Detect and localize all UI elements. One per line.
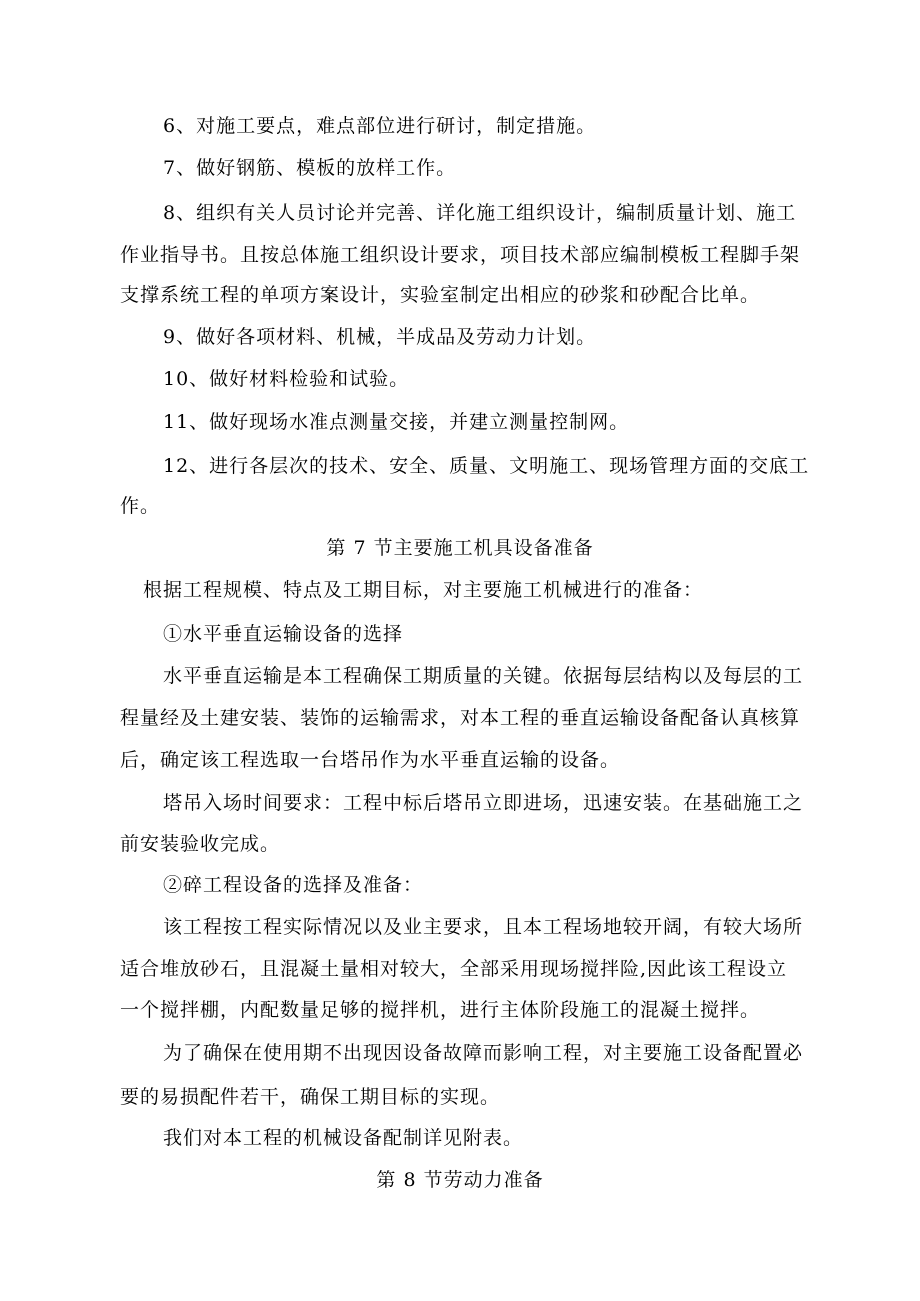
list-item-12-line-2: 作。 bbox=[120, 495, 161, 517]
paragraph-transport-line-1: 水平垂直运输是本工程确保工期质量的关键。依据每层结构以及每层的工 bbox=[163, 665, 804, 687]
paragraph-transport-line-3: 后，确定该工程选取一台塔吊作为水平垂直运输的设备。 bbox=[120, 749, 621, 771]
paragraph-concrete-line-1: 该工程按工程实际情况以及业主要求，且本工程场地较开阔，有较大场所 bbox=[163, 916, 804, 938]
paragraph-concrete-line-3: 一个搅拌棚，内配数量足够的搅拌机，进行主体阶段施工的混凝土搅拌。 bbox=[120, 999, 761, 1021]
list-item-11: 11、做好现场水准点测量交接，并建立测量控制网。 bbox=[163, 411, 630, 433]
list-item-9: 9、做好各项材料、机械，半成品及劳动力计划。 bbox=[163, 326, 597, 348]
subheading-concrete-equipment: ②碎工程设备的选择及准备： bbox=[163, 874, 424, 896]
paragraph-spare-parts-line-1: 为了确保在使用期不出现因设备故障而影响工程，对主要施工设备配置必 bbox=[163, 1042, 804, 1064]
paragraph-concrete-line-2: 适合堆放砂石，且混凝土量相对较大，全部采用现场搅拌险,因此该工程设立 bbox=[120, 958, 788, 980]
paragraph-transport-line-2: 程量经及土建安装、装饰的运输需求，对本工程的垂直运输设备配备认真核算 bbox=[120, 707, 801, 729]
list-item-6: 6、对施工要点，难点部位进行研讨，制定措施。 bbox=[163, 115, 597, 137]
section-7-intro: 根据工程规模、特点及工期目标，对主要施工机械进行的准备： bbox=[143, 579, 704, 601]
list-item-7: 7、做好钢筋、模板的放样工作。 bbox=[163, 157, 457, 179]
list-item-8-line-2: 作业指导书。且按总体施工组织设计要求，项目技术部应编制模板工程脚手架 bbox=[120, 244, 801, 266]
list-item-12-line-1: 12、进行各层次的技术、安全、质量、文明施工、现场管理方面的交底工 bbox=[163, 455, 810, 477]
list-item-10: 10、做好材料检验和试验。 bbox=[163, 368, 410, 390]
paragraph-spare-parts-line-2: 要的易损配件若干，确保工期目标的实现。 bbox=[120, 1086, 501, 1108]
list-item-8-line-3: 支撑系统工程的单项方案设计，实验室制定出相应的砂浆和砂配合比单。 bbox=[120, 284, 761, 306]
list-item-8-line-1: 8、组织有关人员讨论并完善、详化施工组织设计，编制质量计划、施工 bbox=[163, 202, 797, 224]
subheading-transport: ①水平垂直运输设备的选择 bbox=[163, 623, 404, 645]
paragraph-equipment-schedule: 我们对本工程的机械设备配制详见附表。 bbox=[163, 1127, 524, 1149]
paragraph-crane-line-2: 前安装验收完成。 bbox=[120, 833, 281, 855]
section-8-heading: 第 8 节劳动力准备 bbox=[376, 1169, 544, 1191]
section-7-heading: 第 7 节主要施工机具设备准备 bbox=[326, 537, 594, 559]
paragraph-crane-line-1: 塔吊入场时间要求：工程中标后塔吊立即进场，迅速安装。在基础施工之 bbox=[163, 792, 804, 814]
